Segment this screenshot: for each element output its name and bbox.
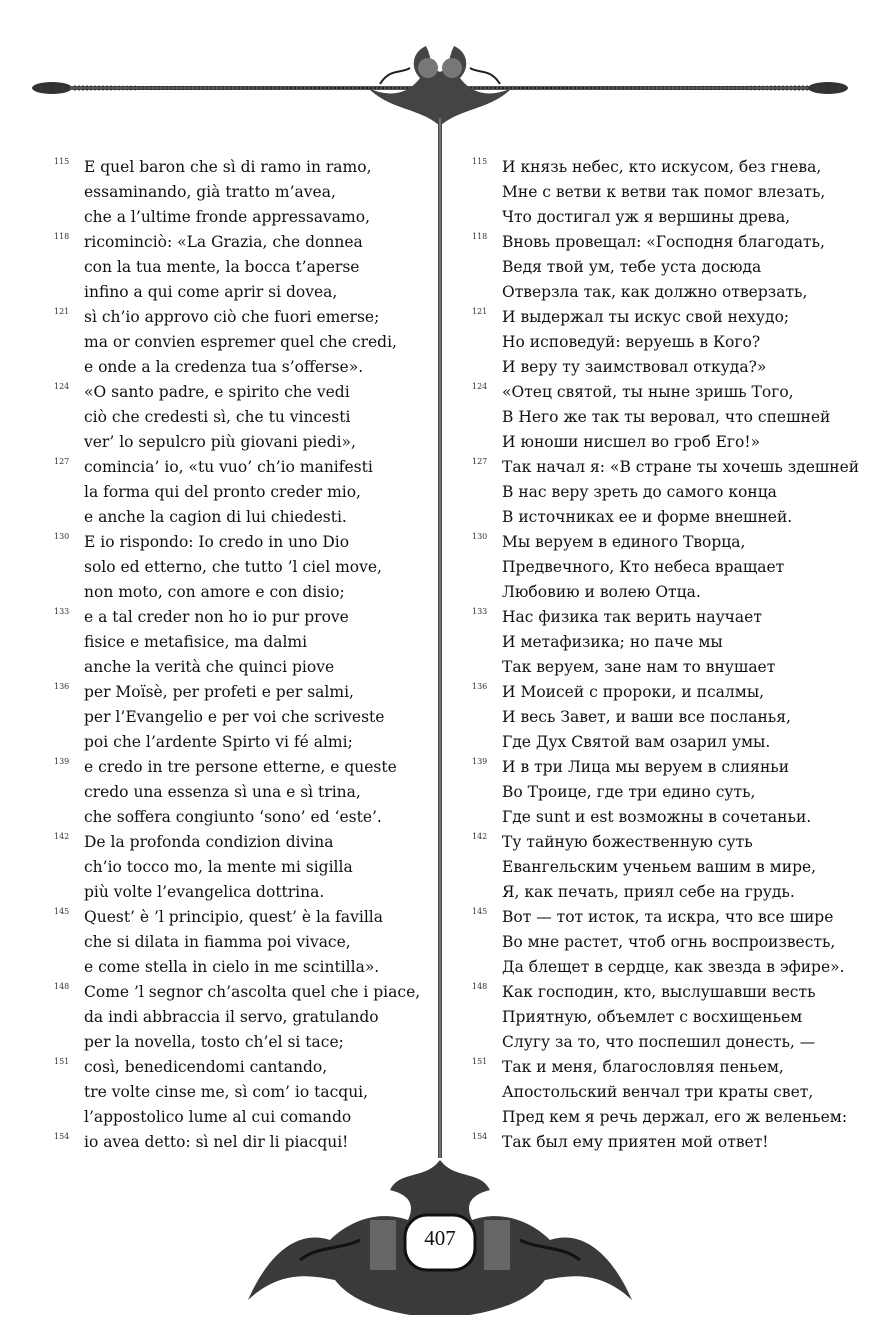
verse-line: più volte l’evangelica dottrina. (84, 883, 325, 901)
verse-line: 142 Ту тайную божественную суть (472, 832, 753, 851)
verse-line: per la novella, tosto ch’el si tace; (84, 1033, 344, 1051)
verse-line: e onde a la credenza tua s’offerse». (84, 358, 364, 376)
verse-line: Так веруем, зане нам то внушает (502, 658, 776, 676)
verse-line: ma or convien espremer quel che credi, (84, 333, 397, 351)
verse-line: Слугу за то, что поспешил донесть, — (502, 1033, 816, 1051)
verse-line: 148 Come ’l segnor ch’ascolta quel che i piace, (54, 982, 421, 1001)
verse-line: 154 Так был ему приятен мой ответ! (472, 1132, 769, 1151)
verse-line: che si dilata in fiamma poi vivace, (84, 933, 351, 951)
verse-line: 127 comincia’ io, «tu vuo’ ch’io manifesti (54, 457, 373, 476)
verse-line: 136 per Moïsè, per profeti e per salmi, (54, 682, 354, 701)
verse-line: ch’io tocco mo, la mente mi sigilla (84, 858, 353, 876)
verse-line: 145 Quest’ è ’l principio, quest’ è la favilla (54, 907, 383, 926)
verse-line: 130 Мы веруем в единого Творца, (472, 532, 746, 551)
verse-line: Предвечного, Кто небеса вращает (502, 558, 785, 576)
verse-line: che a l’ultime fronde appressavamo, (84, 208, 370, 226)
verse-line: per l’Evangelio e per voi che scriveste (84, 708, 385, 726)
verse-line: Мне с ветви к ветви так помог влезать, (502, 183, 826, 201)
verse-line: 118 Вновь провещал: «Господня благодать, (472, 232, 825, 251)
verse-line: infino a qui come aprir si dovea, (84, 283, 338, 301)
verse-line: 148 Как господин, кто, выслушавши весть (472, 982, 816, 1001)
verse-line: 151 così, benedicendomi cantando, (54, 1057, 328, 1076)
verse-line: 130 E io rispondo: Io credo in uno Dio (54, 532, 350, 551)
verse-line: Приятную, объемлет с восхищеньем (502, 1008, 803, 1026)
verse-line: tre volte cinse me, sì com’ io tacqui, (84, 1083, 369, 1101)
verse-line: poi che l’ardente Spirto vi fé almi; (84, 733, 353, 751)
verse-line: 151 Так и меня, благословляя пеньем, (472, 1057, 784, 1076)
verse-line: Где sunt и est возможны в сочетаньи. (502, 808, 812, 826)
verse-line: Апостольский венчал три краты свет, (502, 1083, 814, 1101)
verse-line: Во мне растет, чтоб огнь воспроизвесть, (502, 933, 836, 951)
verse-line: 121 sì ch’io approvo ciò che fuori emerse; (54, 307, 380, 326)
verse-line: l’appostolico lume al cui comando (84, 1108, 352, 1126)
verse-line: 115 И князь небес, кто искусом, без гнева, (472, 157, 822, 176)
verse-line: non moto, con amore e con disio; (84, 583, 345, 601)
russian-column (472, 155, 860, 1155)
verse-line: con la tua mente, la bocca t’aperse (84, 258, 360, 276)
verse-line: fisice e metafisice, ma dalmi (84, 633, 308, 651)
verse-line: da indi abbraccia il servo, gratulando (84, 1008, 379, 1026)
verse-line: e anche la cagion di lui chiedesti. (84, 508, 347, 526)
verse-line: Что достигал уж я вершины древа, (502, 208, 791, 226)
verse-line: 121 И выдержал ты искус свой нехудо; (472, 307, 790, 326)
verse-line: 124 «Отец святой, ты ныне зришь Того, (472, 382, 794, 401)
verse-line: anche la verità che quinci piove (84, 658, 335, 676)
verse-line: la forma qui del pronto creder mio, (84, 483, 361, 501)
verse-line: 139 e credo in tre persone etterne, e queste (54, 757, 397, 776)
verse-line: che soffera congiunto ‘sono’ ed ‘este’. (84, 808, 382, 826)
verse-line: Да блещет в сердце, как звезда в эфире». (502, 958, 845, 976)
verse-line: 142 De la profonda condizion divina (54, 832, 334, 851)
verse-line: В Него же так ты веровал, что спешней (502, 408, 831, 426)
verse-line: Евангельским ученьем вашим в мире, (502, 858, 817, 876)
verse-line: И веру ту заимствовал откуда?» (502, 358, 767, 376)
verse-line: И весь Завет, и ваши все посланья, (502, 708, 791, 726)
verse-line: Я, как печать, приял себе на грудь. (502, 883, 795, 901)
verse-line: 118 ricominciò: «La Grazia, che donnea (54, 232, 363, 251)
verse-line: 124 «O santo padre, e spirito che vedi (54, 382, 350, 401)
verse-line: solo ed etterno, che tutto ’l ciel move, (84, 558, 382, 576)
verse-line: В нас веру зреть до самого конца (502, 483, 777, 501)
column-divider (438, 118, 442, 1158)
verse-line: И метафизика; но паче мы (502, 633, 723, 651)
verse-line: ciò che credesti sì, che tu vincesti (84, 408, 351, 426)
verse-line: Где Дух Святой вам озарил умы. (502, 733, 771, 751)
verse-line: 133 Нас физика так верить научает (472, 607, 762, 626)
verse-line: 127 Так начал я: «В стране ты хочешь здешней (472, 457, 860, 476)
verse-line: Во Троице, где три едино суть, (502, 783, 756, 801)
italian-column (54, 155, 424, 1155)
verse-line: В источниках ее и форме внешней. (502, 508, 793, 526)
verse-line: Ведя твой ум, тебе уста досюда (502, 258, 762, 276)
verse-line: 136 И Моисей с пророки, и псалмы, (472, 682, 765, 701)
verse-line: Любовию и волею Отца. (502, 583, 701, 601)
cherub-ornament (360, 38, 520, 130)
verse-line: 145 Вот — тот исток, та искра, что все шире (472, 907, 834, 926)
verse-line: И юноши нисшел во гроб Его!» (502, 433, 761, 451)
verse-line: e come stella in cielo in me scintilla». (84, 958, 380, 976)
verse-line: 154 io avea detto: sì nel dir li piacqui! (54, 1132, 349, 1151)
verse-line: 133 e a tal creder non ho io pur prove (54, 607, 349, 626)
page-number: 407 (424, 1226, 456, 1250)
verse-line: 115 E quel baron che sì di ramo in ramo, (54, 157, 372, 176)
verse-line: ver’ lo sepulcro più giovani piedi», (84, 433, 356, 451)
verse-line: Отверзла так, как должно отверзать, (502, 283, 808, 301)
verse-line: Пред кем я речь держал, его ж веленьем: (502, 1108, 848, 1126)
verse-line: Но исповедуй: веруешь в Кого? (502, 333, 761, 351)
verse-line: essaminando, già tratto m’avea, (84, 183, 336, 201)
verse-line: 139 И в три Лица мы веруем в слияньи (472, 757, 790, 776)
verse-line: credo una essenza sì una e sì trina, (84, 783, 361, 801)
